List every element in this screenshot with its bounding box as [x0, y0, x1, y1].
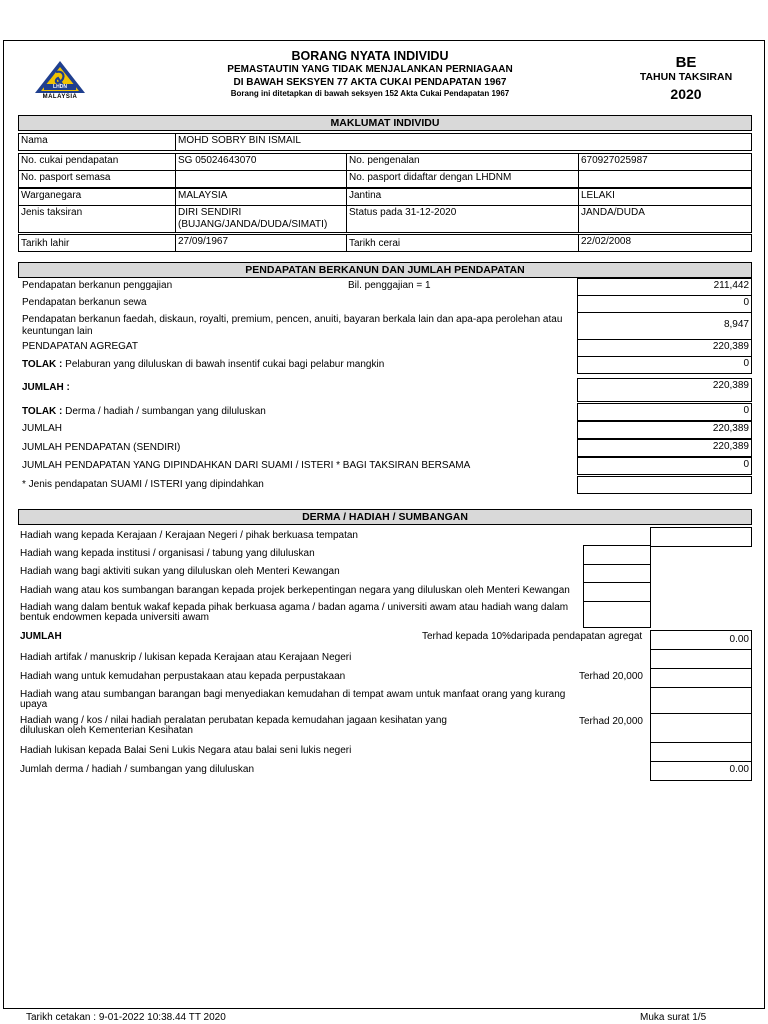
tolak-derma-value: 0 — [577, 403, 752, 421]
derma-wakaf-value — [583, 601, 651, 628]
cukai-label: No. cukai pendapatan — [18, 153, 176, 171]
derma-jumlah-note: Terhad kepada 10%daripada pendapatan agregat — [422, 631, 643, 642]
pendapatan-sewa-value: 0 — [577, 295, 752, 313]
status-label: Status pada 31-12-2020 — [346, 205, 579, 233]
pendapatan-agregat-label: PENDAPATAN AGREGAT — [22, 341, 138, 352]
derma-heading: DERMA / HADIAH / SUMBANGAN — [18, 509, 752, 525]
status-value: JANDA/DUDA — [578, 205, 752, 233]
taksiran-value-line2: (BUJANG/JANDA/DUDA/SIMATI) — [178, 219, 328, 230]
cukai-value: SG 05024643070 — [175, 153, 347, 171]
jumlah-dipindahkan-value: 0 — [577, 457, 752, 475]
derma-wakaf-label: Hadiah wang dalam bentuk wakaf kepada pihak berkuasa agama / badan agama / universiti awam atau hadiah wang dalam bentuk endowmen kepada universiti awam — [20, 602, 569, 623]
pendapatan-faedah-label: Pendapatan berkanun faedah, diskaun, royalti, premium, pencen, anuiti, bayaran berkala lain dan apa-apa perolehan atau keuntungan lain — [22, 314, 563, 337]
derma-perubatan-label-1: Hadiah wang / kos / nilai hadiah peralatan perubatan kepada kemudahan jagaan kesihatan yang — [20, 715, 447, 726]
jantina-value: LELAKI — [578, 188, 752, 206]
nama-label: Nama — [18, 133, 176, 151]
tolak-derma-prefix: TOLAK : — [22, 406, 63, 417]
derma-perubatan-value — [650, 713, 752, 743]
jumlah-1-value: 220,389 — [577, 378, 752, 402]
form-code: BE — [675, 54, 697, 71]
maklumat-heading: MAKLUMAT INDIVIDU — [18, 115, 752, 131]
jumlah-2-label: JUMLAH — [22, 423, 63, 434]
derma-perpustakaan-label: Hadiah wang untuk kemudahan perpustakaan atau kepada perpustakaan — [20, 671, 346, 682]
tolak-derma-label: Derma / hadiah / sumbangan yang diluluskan — [62, 406, 266, 417]
tolak-derma-row — [22, 406, 266, 418]
derma-jumlah-value: 0.00 — [650, 630, 752, 650]
derma-institusi-value — [583, 545, 651, 565]
derma-jumlah-label: JUMLAH — [20, 631, 62, 642]
pendapatan-penggajian-value: 211,442 — [577, 278, 752, 296]
tolak-pelaburan-prefix: TOLAK : — [22, 359, 63, 370]
jumlah-2-value: 220,389 — [577, 421, 752, 439]
assessment-label: TAHUN TAKSIRAN — [639, 71, 733, 83]
pendapatan-agregat-value: 220,389 — [577, 339, 752, 357]
jantina-label: Jantina — [346, 188, 579, 206]
pendapatan-heading: PENDAPATAN BERKANUN DAN JUMLAH PENDAPATAN — [18, 262, 752, 278]
derma-projek-label: Hadiah wang atau kos sumbangan barangan kepada projek berkepentingan negara yang diluluskan oleh Menteri Kewangan — [20, 585, 570, 596]
assessment-year: 2020 — [670, 86, 702, 102]
jumlah-dipindahkan-label: JUMLAH PENDAPATAN YANG DIPINDAHKAN DARI SUAMI / ISTERI * BAGI TAKSIRAN BERSAMA — [22, 460, 471, 471]
jenis-pendapatan-value — [577, 476, 752, 494]
pengenalan-label: No. pengenalan — [346, 153, 579, 171]
form-title: BORANG NYATA INDIVIDU — [291, 49, 449, 63]
derma-artifak-value — [650, 649, 752, 669]
derma-kerajaan-label: Hadiah wang kepada Kerajaan / Kerajaan Negeri / pihak berkuasa tempatan — [20, 530, 358, 541]
pasport-lhdnm-label: No. pasport didaftar dengan LHDNM — [346, 170, 579, 188]
jumlah-sendiri-label: JUMLAH PENDAPATAN (SENDIRI) — [22, 442, 181, 453]
derma-kerajaan-value — [650, 527, 752, 547]
logo-text-top: LHDN — [53, 84, 67, 90]
derma-institusi-label: Hadiah wang kepada institusi / organisasi / tabung yang diluluskan — [20, 548, 315, 559]
pendapatan-sewa-label: Pendapatan berkanun sewa — [22, 297, 147, 308]
page-number: Muka surat 1/5 — [640, 1012, 707, 1023]
tolak-pelaburan-row — [22, 359, 384, 371]
derma-lukisan-label: Hadiah lukisan kepada Balai Seni Lukis Negara atau balai seni lukis negeri — [20, 745, 352, 756]
taksiran-label: Jenis taksiran — [18, 205, 176, 233]
form-subtitle-1: PEMASTAUTIN YANG TIDAK MENJALANKAN PERNIAGAAN — [227, 64, 513, 75]
pendapatan-faedah-value: 8,947 — [577, 312, 752, 340]
lahir-label: Tarikh lahir — [18, 234, 176, 252]
tolak-pelaburan-label: Pelaburan yang diluluskan di bawah insentif cukai bagi pelabur mangkin — [62, 359, 385, 370]
derma-perubatan-label-2: diluluskan oleh Kementerian Kesihatan — [20, 725, 193, 736]
taksiran-value — [175, 205, 347, 233]
derma-sukan-label: Hadiah wang bagi aktiviti sukan yang diluluskan oleh Menteri Kewangan — [20, 566, 340, 577]
cerai-label: Tarikh cerai — [346, 234, 579, 252]
tolak-pelaburan-value: 0 — [577, 356, 752, 374]
pasport-value — [175, 170, 347, 188]
derma-jumlah-diluluskan-value: 0.00 — [650, 761, 752, 781]
lahir-value: 27/09/1967 — [175, 234, 347, 252]
derma-perpustakaan-note: Terhad 20,000 — [579, 671, 643, 682]
nama-value: MOHD SOBRY BIN ISMAIL — [175, 133, 752, 151]
jumlah-sendiri-value: 220,389 — [577, 439, 752, 457]
warganegara-label: Warganegara — [18, 188, 176, 206]
derma-sukan-value — [583, 564, 651, 583]
pasport-label: No. pasport semasa — [18, 170, 176, 188]
bil-penggajian: Bil. penggajian = 1 — [348, 280, 431, 291]
derma-oku-label: Hadiah wang atau sumbangan barangan bagi menyediakan kemudahan di tempat awam untuk manfaat orang yang kurang upaya — [20, 689, 566, 710]
jenis-pendapatan-label: * Jenis pendapatan SUAMI / ISTERI yang dipindahkan — [22, 479, 264, 490]
pendapatan-penggajian-label: Pendapatan berkanun penggajian — [22, 280, 173, 291]
jumlah-1-label: JUMLAH : — [22, 382, 70, 393]
pasport-lhdnm-value — [578, 170, 752, 188]
warganegara-value: MALAYSIA — [175, 188, 347, 206]
pengenalan-value: 670927025987 — [578, 153, 752, 171]
taksiran-value-line1: DIRI SENDIRI — [178, 207, 242, 218]
derma-lukisan-value — [650, 742, 752, 762]
form-note: Borang ini ditetapkan di bawah seksyen 152 Akta Cukai Pendapatan 1967 — [230, 89, 510, 98]
derma-perpustakaan-value — [650, 668, 752, 688]
logo-text-bottom: MALAYSIA — [42, 94, 78, 100]
derma-oku-value — [650, 687, 752, 714]
lhdn-logo — [34, 60, 86, 102]
derma-jumlah-diluluskan-label: Jumlah derma / hadiah / sumbangan yang diluluskan — [20, 764, 255, 775]
form-subtitle-2: DI BAWAH SEKSYEN 77 AKTA CUKAI PENDAPATAN 1967 — [233, 77, 507, 88]
derma-perubatan-note: Terhad 20,000 — [579, 716, 643, 727]
derma-artifak-label: Hadiah artifak / manuskrip / lukisan kepada Kerajaan atau Kerajaan Negeri — [20, 652, 352, 663]
derma-projek-value — [583, 582, 651, 602]
cerai-value: 22/02/2008 — [578, 234, 752, 252]
print-timestamp: Tarikh cetakan : 9-01-2022 10:38.44 TT 2020 — [26, 1012, 226, 1023]
